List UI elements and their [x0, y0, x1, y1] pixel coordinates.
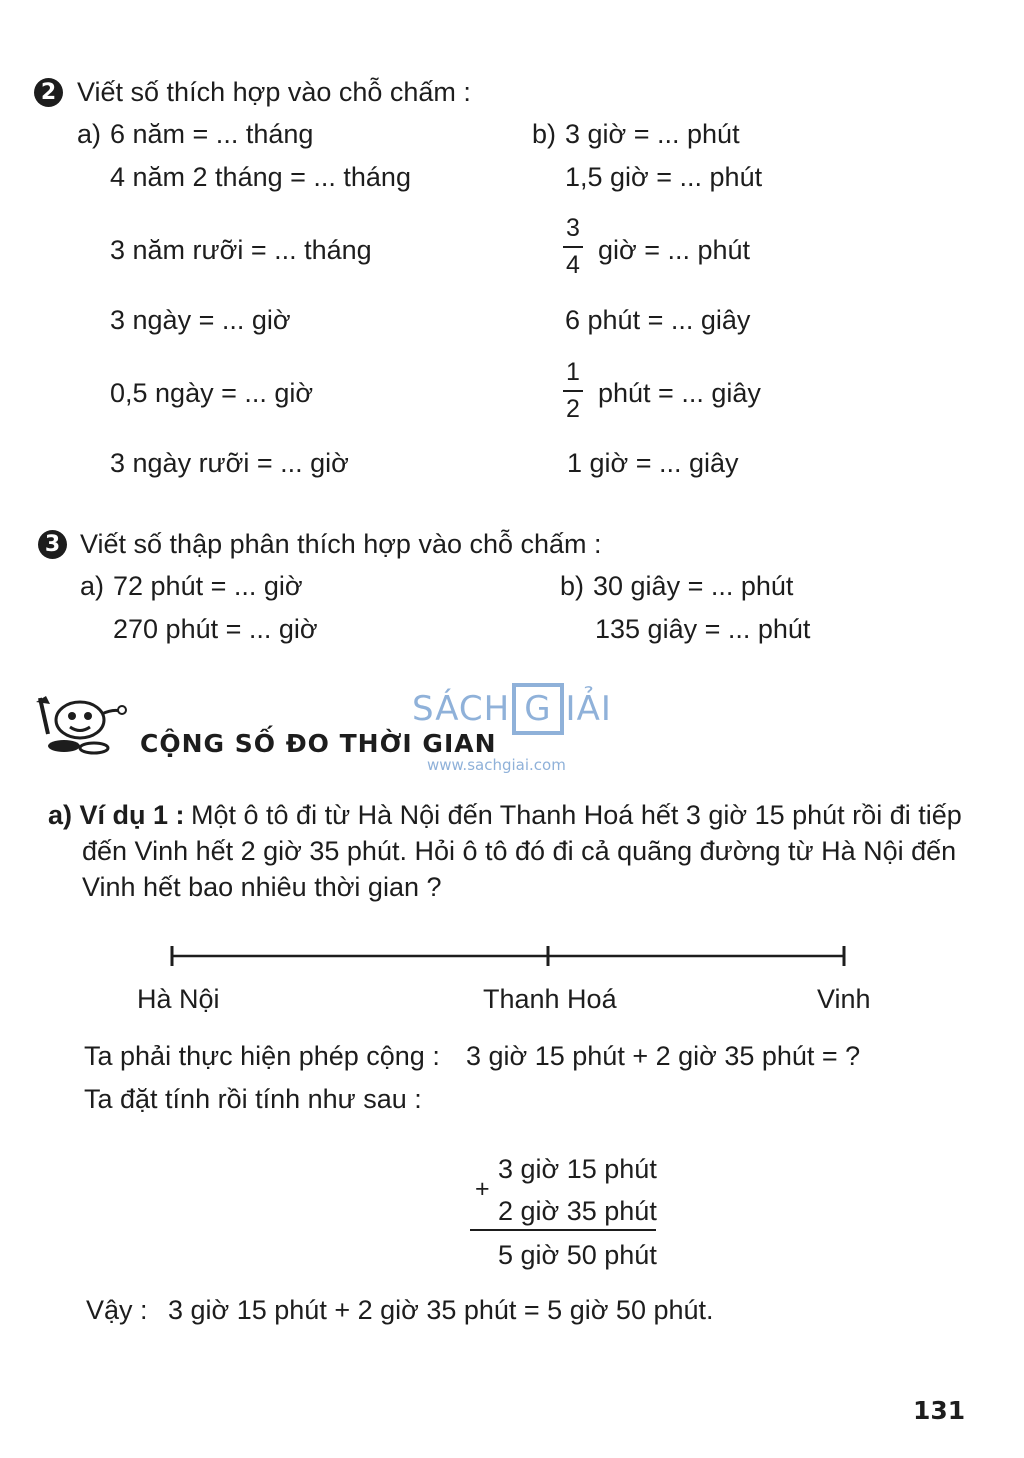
place-label-thanh-hoa: Thanh Hoá: [483, 984, 617, 1014]
conclusion-text: 3 giờ 15 phút + 2 giờ 35 phút = 5 giờ 50 phút.: [168, 1295, 714, 1325]
calc-operand-top: 3 giờ 15 phút: [498, 1154, 657, 1184]
calc-plus-sign: +: [475, 1175, 490, 1203]
ex3-a-item-2: 270 phút = ... giờ: [113, 614, 318, 644]
fraction-bar: [563, 246, 583, 248]
ex2-b-item-3-text: giờ = ... phút: [598, 235, 751, 265]
ex2-b-item-3-fraction: [563, 216, 583, 278]
mascot-icon: [34, 694, 130, 756]
exercise-3-number: 3: [38, 530, 67, 559]
ex2-b-item-1: 3 giờ = ... phút: [565, 119, 740, 149]
step-1-label: Ta phải thực hiện phép cộng :: [84, 1041, 440, 1071]
fraction-bar: [563, 390, 583, 392]
exercise-2-number: 2: [34, 78, 63, 107]
example-label: a) Ví dụ 1 :: [48, 800, 185, 830]
ex2-a-label: a): [77, 119, 102, 149]
watermark-box-letter: G: [512, 683, 563, 735]
ex2-a-item-1: 6 năm = ... tháng: [110, 119, 314, 149]
example-line-2: đến Vinh hết 2 giờ 35 phút. Hỏi ô tô đó đi cả quãng đường từ Hà Nội đến: [82, 836, 957, 866]
ex2-b-item-2: 1,5 giờ = ... phút: [565, 162, 763, 192]
fraction-numerator: 3: [566, 214, 580, 242]
ex3-a-label: a): [80, 571, 105, 601]
lesson-title: CỘNG SỐ ĐO THỜI GIAN: [140, 729, 497, 758]
route-line-diagram: [165, 944, 855, 970]
ex2-b-label: b): [532, 119, 557, 149]
ex3-b-item-2: 135 giây = ... phút: [595, 614, 811, 644]
ex2-a-item-3: 3 năm rưỡi = ... tháng: [110, 235, 372, 265]
fraction-numerator: 1: [566, 358, 580, 386]
example-line-1: Một ô tô đi từ Hà Nội đến Thanh Hoá hết 3 giờ 15 phút rồi đi tiếp: [191, 800, 962, 830]
ex2-b-item-5-fraction: [563, 360, 583, 422]
ex3-a-item-1: 72 phút = ... giờ: [113, 571, 303, 601]
calc-sum-line: [470, 1229, 656, 1231]
ex3-b-label: b): [560, 571, 585, 601]
page-number: 131: [913, 1396, 966, 1425]
ex2-b-item-4: 6 phút = ... giây: [565, 305, 751, 335]
exercise-3-instruction: Viết số thập phân thích hợp vào chỗ chấm :: [80, 529, 602, 559]
calc-result: 5 giờ 50 phút: [498, 1240, 657, 1270]
example-line-3: Vinh hết bao nhiêu thời gian ?: [82, 872, 442, 902]
step-1-expression: 3 giờ 15 phút + 2 giờ 35 phút = ?: [466, 1041, 861, 1071]
ex3-b-item-1: 30 giây = ... phút: [593, 571, 794, 601]
ex2-a-item-5: 0,5 ngày = ... giờ: [110, 378, 314, 408]
ex2-b-item-6: 1 giờ = ... giây: [567, 448, 739, 478]
watermark-text-right: IẢI: [565, 689, 612, 729]
ex2-b-item-5-text: phút = ... giây: [598, 378, 761, 408]
calc-operand-bottom: 2 giờ 35 phút: [498, 1196, 657, 1226]
watermark-text-left: SÁCH: [412, 689, 511, 729]
exercise-2-instruction: Viết số thích hợp vào chỗ chấm :: [77, 77, 471, 107]
place-label-ha-noi: Hà Nội: [137, 984, 220, 1014]
ex2-a-item-2: 4 năm 2 tháng = ... tháng: [110, 162, 411, 192]
watermark-logo: [412, 683, 612, 735]
ex2-a-item-4: 3 ngày = ... giờ: [110, 305, 291, 335]
watermark-url: www.sachgiai.com: [427, 756, 566, 774]
conclusion-label: Vậy :: [86, 1295, 148, 1325]
step-2-text: Ta đặt tính rồi tính như sau :: [84, 1084, 422, 1114]
fraction-denominator: 2: [566, 395, 580, 423]
ex2-a-item-6: 3 ngày rưỡi = ... giờ: [110, 448, 349, 478]
fraction-denominator: 4: [566, 251, 580, 279]
place-label-vinh: Vinh: [817, 984, 871, 1014]
